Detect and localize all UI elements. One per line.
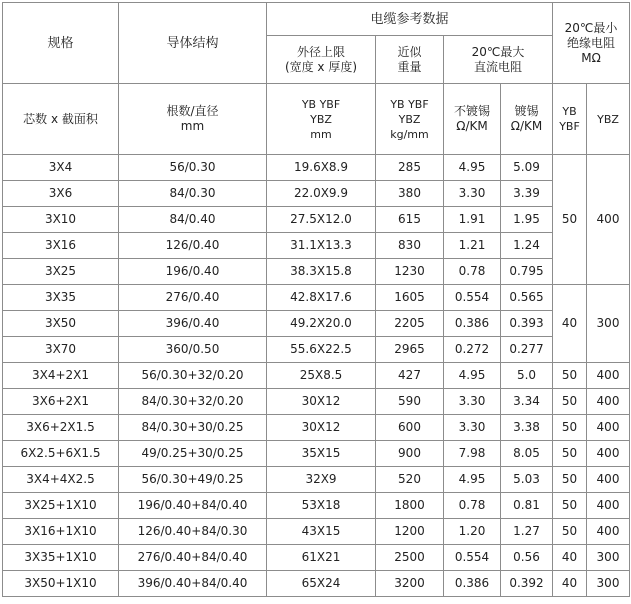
conductor-cell: 84/0.30+30/0.25	[119, 415, 267, 441]
ins-ybz-cell: 300	[587, 545, 630, 571]
resistance-tinned-cell: 1.24	[501, 233, 553, 259]
weight-cell: 1800	[376, 493, 444, 519]
od-cell: 30X12	[267, 415, 376, 441]
ins-ybz-cell: 400	[587, 389, 630, 415]
weight-cell: 520	[376, 467, 444, 493]
resistance-tinned-cell: 0.81	[501, 493, 553, 519]
spec-cell: 3X25+1X10	[3, 493, 119, 519]
od-cell: 38.3X15.8	[267, 259, 376, 285]
od-cell: 32X9	[267, 467, 376, 493]
resistance-tinned-cell: 3.39	[501, 181, 553, 207]
ins-yb-merged-cell: 40	[553, 285, 587, 363]
od-cell: 43X15	[267, 519, 376, 545]
spec-cell: 3X4+2X1	[3, 363, 119, 389]
table-row	[3, 389, 630, 415]
od-cell: 25X8.5	[267, 363, 376, 389]
weight-cell: 900	[376, 441, 444, 467]
od-cell: 31.1X13.3	[267, 233, 376, 259]
ins-yb-cell: 40	[553, 545, 587, 571]
spec-cell: 3X6+2X1	[3, 389, 119, 415]
resistance-plain-cell: 0.78	[444, 493, 501, 519]
tinned-label: 镀锡	[514, 104, 539, 118]
ins-yb-cell: 50	[553, 467, 587, 493]
wt-unit: kg/mm	[390, 127, 429, 141]
strands-header	[119, 84, 267, 155]
ins-yb-cell: 50	[553, 519, 587, 545]
table-row	[3, 493, 630, 519]
ins-yb-cell: 50	[553, 493, 587, 519]
spec-cell: 3X6+2X1.5	[3, 415, 119, 441]
ins-ybz-merged-cell: 400	[587, 155, 630, 285]
cable-spec-table	[2, 2, 630, 597]
table-row	[3, 571, 630, 597]
ins-yb-cell: 50	[553, 363, 587, 389]
table-row	[3, 311, 630, 337]
weight-cell: 3200	[376, 571, 444, 597]
wt-models-line1: YB YBF	[390, 97, 429, 111]
spec-cell: 3X35+1X10	[3, 545, 119, 571]
weight-header	[376, 36, 444, 84]
conductor-cell: 56/0.30+49/0.25	[119, 467, 267, 493]
resistance-plain-cell: 1.20	[444, 519, 501, 545]
resistance-tinned-cell: 5.0	[501, 363, 553, 389]
resistance-tinned-cell: 0.56	[501, 545, 553, 571]
ins-ybz-cell: 400	[587, 467, 630, 493]
weight-line1: 近似	[397, 44, 422, 59]
dc-resistance-header	[444, 36, 553, 84]
table-row	[3, 207, 630, 233]
ins-ybz-cell: 400	[587, 493, 630, 519]
resistance-tinned-cell: 0.277	[501, 337, 553, 363]
table-row	[3, 181, 630, 207]
spec-cell: 3X70	[3, 337, 119, 363]
resistance-plain-cell: 1.21	[444, 233, 501, 259]
resistance-plain-cell: 3.30	[444, 389, 501, 415]
weight-cell: 830	[376, 233, 444, 259]
spec-cell: 6X2.5+6X1.5	[3, 441, 119, 467]
weight-cell: 2965	[376, 337, 444, 363]
untinned-label: 不镀锡	[453, 104, 490, 118]
untinned-header	[444, 84, 501, 155]
outer-dim-line2: (宽度 x 厚度)	[284, 59, 358, 74]
conductor-cell: 56/0.30	[119, 155, 267, 181]
conductor-cell: 49/0.25+30/0.25	[119, 441, 267, 467]
conductor-cell: 126/0.40+84/0.30	[119, 519, 267, 545]
resistance-plain-cell: 4.95	[444, 363, 501, 389]
od-models-line1: YB YBF	[301, 97, 341, 111]
weight-cell: 1200	[376, 519, 444, 545]
resistance-tinned-cell: 3.34	[501, 389, 553, 415]
insulation-header-line1: 20℃最小	[564, 20, 618, 35]
od-cell: 27.5X12.0	[267, 207, 376, 233]
ins-yb-line2: YBF	[559, 120, 580, 133]
od-cell: 49.2X20.0	[267, 311, 376, 337]
ins-ybz-cell: 400	[587, 441, 630, 467]
conductor-cell: 276/0.40	[119, 285, 267, 311]
weight-cell: 615	[376, 207, 444, 233]
strands-line1: 根数/直径	[166, 104, 219, 118]
od-models-line2: YBZ	[310, 112, 332, 126]
insulation-header-line2: 绝缘电阻	[566, 35, 615, 50]
weight-cell: 1230	[376, 259, 444, 285]
resistance-plain-cell: 1.91	[444, 207, 501, 233]
table-row	[3, 233, 630, 259]
weight-cell: 1605	[376, 285, 444, 311]
resistance-plain-cell: 0.554	[444, 285, 501, 311]
dcr-line1: 20℃最大	[471, 44, 525, 59]
resistance-tinned-cell: 3.38	[501, 415, 553, 441]
od-cell: 53X18	[267, 493, 376, 519]
outer-dim-line1: 外径上限	[296, 44, 345, 59]
resistance-tinned-cell: 0.565	[501, 285, 553, 311]
table-row	[3, 519, 630, 545]
ins-ybz-cell: 300	[587, 571, 630, 597]
od-cell: 30X12	[267, 389, 376, 415]
ins-ybz-header: YBZ	[587, 84, 630, 155]
cable-ref-header: 电缆参考数据	[267, 3, 553, 36]
table-row	[3, 415, 630, 441]
od-cell: 35X15	[267, 441, 376, 467]
od-cell: 19.6X8.9	[267, 155, 376, 181]
weight-cell: 285	[376, 155, 444, 181]
insulation-header	[553, 3, 630, 84]
od-cell: 42.8X17.6	[267, 285, 376, 311]
resistance-plain-cell: 0.386	[444, 311, 501, 337]
resistance-tinned-cell: 0.393	[501, 311, 553, 337]
od-cell: 22.0X9.9	[267, 181, 376, 207]
resistance-plain-cell: 0.386	[444, 571, 501, 597]
resistance-tinned-cell: 1.27	[501, 519, 553, 545]
resistance-plain-cell: 4.95	[444, 155, 501, 181]
table-row	[3, 363, 630, 389]
weight-models-header	[376, 84, 444, 155]
resistance-tinned-cell: 5.03	[501, 467, 553, 493]
conductor-cell: 84/0.30+32/0.20	[119, 389, 267, 415]
resistance-plain-cell: 3.30	[444, 181, 501, 207]
ins-yb-cell: 50	[553, 415, 587, 441]
spec-cell: 3X10	[3, 207, 119, 233]
dcr-line2: 直流电阻	[473, 59, 522, 74]
conductor-cell: 84/0.40	[119, 207, 267, 233]
wt-models-line2: YBZ	[398, 112, 421, 126]
spec-cell: 3X25	[3, 259, 119, 285]
resistance-plain-cell: 4.95	[444, 467, 501, 493]
ins-yb-cell: 50	[553, 389, 587, 415]
spec-cell: 3X35	[3, 285, 119, 311]
ins-ybz-merged-cell: 300	[587, 285, 630, 363]
ins-yb-cell: 50	[553, 441, 587, 467]
spec-cell: 3X16+1X10	[3, 519, 119, 545]
resistance-plain-cell: 0.78	[444, 259, 501, 285]
weight-cell: 2205	[376, 311, 444, 337]
strands-unit: mm	[180, 119, 205, 133]
conductor-cell: 276/0.40+84/0.40	[119, 545, 267, 571]
conductor-cell: 56/0.30+32/0.20	[119, 363, 267, 389]
weight-cell: 590	[376, 389, 444, 415]
conductor-cell: 126/0.40	[119, 233, 267, 259]
resistance-plain-cell: 0.272	[444, 337, 501, 363]
weight-cell: 380	[376, 181, 444, 207]
untinned-unit: Ω/KM	[456, 119, 488, 133]
tinned-header	[501, 84, 553, 155]
table-row	[3, 467, 630, 493]
ins-ybz-cell: 400	[587, 415, 630, 441]
spec-cell: 3X50+1X10	[3, 571, 119, 597]
spec-cell: 3X4+4X2.5	[3, 467, 119, 493]
ins-ybz-cell: 400	[587, 363, 630, 389]
table-row	[3, 441, 630, 467]
weight-line2: 重量	[397, 59, 422, 74]
weight-cell: 600	[376, 415, 444, 441]
od-models-header	[267, 84, 376, 155]
ins-yb-line1: YB	[562, 105, 577, 118]
conductor-header: 导体结构	[119, 3, 267, 84]
resistance-plain-cell: 7.98	[444, 441, 501, 467]
conductor-cell: 196/0.40+84/0.40	[119, 493, 267, 519]
od-cell: 65X24	[267, 571, 376, 597]
table-row	[3, 259, 630, 285]
od-cell: 61X21	[267, 545, 376, 571]
spec-cell: 3X16	[3, 233, 119, 259]
resistance-tinned-cell: 8.05	[501, 441, 553, 467]
conductor-cell: 84/0.30	[119, 181, 267, 207]
ins-yb-cell: 40	[553, 571, 587, 597]
spec-header: 规格	[3, 3, 119, 84]
spec-cell: 3X50	[3, 311, 119, 337]
tinned-unit: Ω/KM	[510, 119, 543, 133]
cores-area-header: 芯数 x 截面积	[3, 84, 119, 155]
resistance-tinned-cell: 1.95	[501, 207, 553, 233]
resistance-tinned-cell: 5.09	[501, 155, 553, 181]
insulation-header-unit: MΩ	[581, 50, 601, 65]
od-cell: 55.6X22.5	[267, 337, 376, 363]
conductor-cell: 396/0.40	[119, 311, 267, 337]
resistance-plain-cell: 0.554	[444, 545, 501, 571]
resistance-tinned-cell: 0.795	[501, 259, 553, 285]
conductor-cell: 196/0.40	[119, 259, 267, 285]
resistance-plain-cell: 3.30	[444, 415, 501, 441]
ins-ybz-cell: 400	[587, 519, 630, 545]
od-unit: mm	[310, 127, 332, 141]
spec-cell: 3X4	[3, 155, 119, 181]
outer-dim-header	[267, 36, 376, 84]
conductor-cell: 396/0.40+84/0.40	[119, 571, 267, 597]
weight-cell: 2500	[376, 545, 444, 571]
table-row	[3, 337, 630, 363]
table-row	[3, 285, 630, 311]
table-row	[3, 545, 630, 571]
weight-cell: 427	[376, 363, 444, 389]
table-row	[3, 155, 630, 181]
spec-cell: 3X6	[3, 181, 119, 207]
ins-yb-merged-cell: 50	[553, 155, 587, 285]
resistance-tinned-cell: 0.392	[501, 571, 553, 597]
ins-yb-header	[553, 84, 587, 155]
conductor-cell: 360/0.50	[119, 337, 267, 363]
